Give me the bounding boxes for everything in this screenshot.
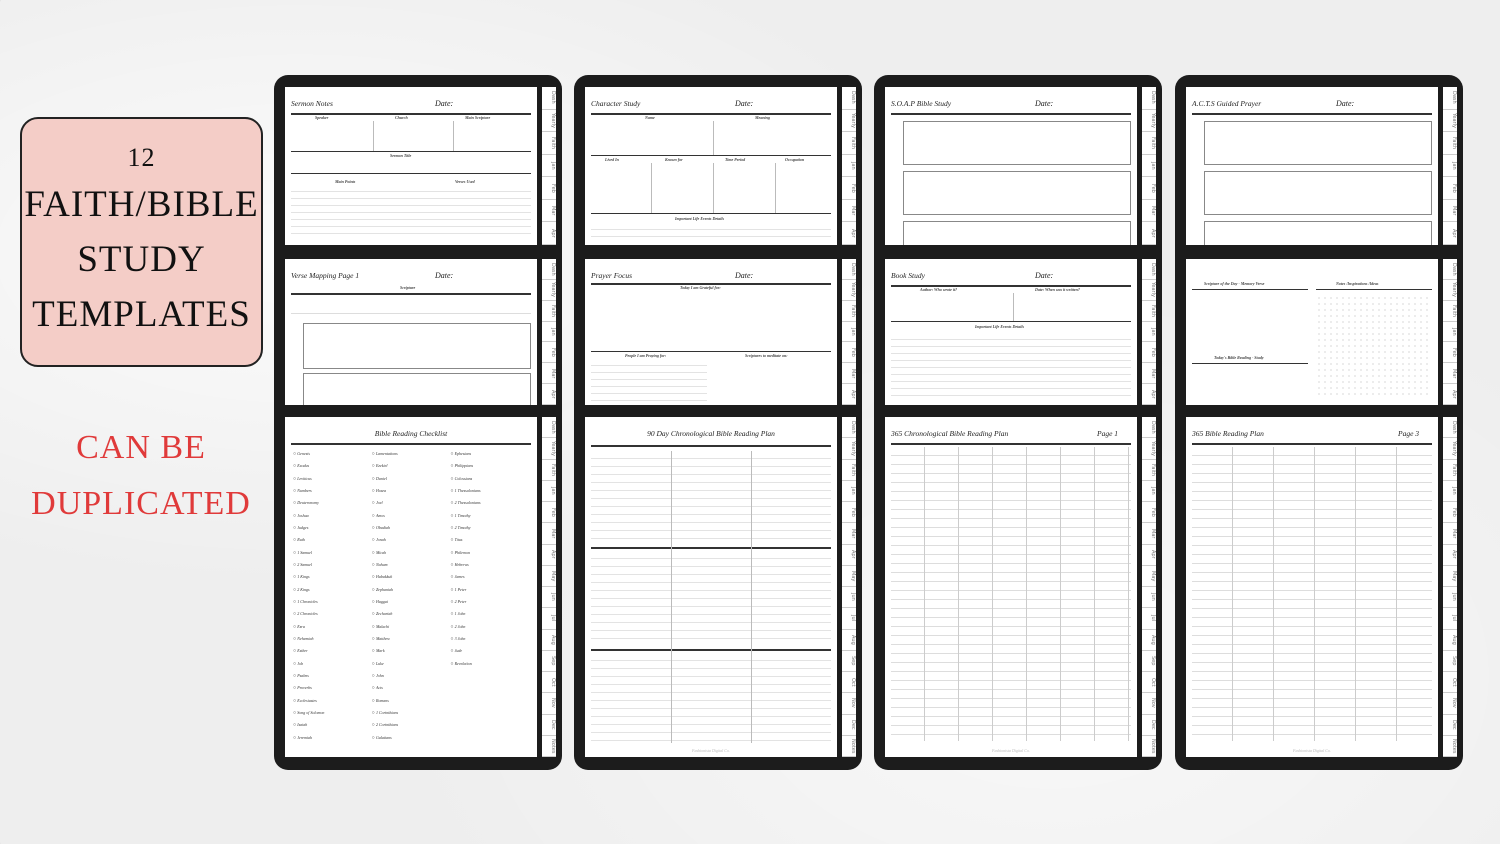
checklist-item[interactable]: ○ Micah — [372, 550, 451, 562]
tab[interactable]: Apr — [1142, 545, 1156, 566]
checklist-item[interactable]: ○ 2 Chronicles — [293, 611, 372, 623]
tab[interactable]: Feb — [1443, 342, 1457, 363]
col-label: Speaker — [315, 115, 329, 120]
checklist-item[interactable]: ○ Ruth — [293, 537, 372, 549]
tab[interactable]: Faith — [1443, 301, 1457, 322]
tab[interactable]: Yearly — [1443, 438, 1457, 459]
checklist-item[interactable]: ○ James — [450, 574, 529, 586]
tab[interactable]: Dash — [1443, 259, 1457, 280]
tab[interactable]: Dash — [1443, 417, 1457, 438]
scripture-label: Scripture — [400, 285, 416, 290]
checklist-item[interactable]: ○ Isaiah — [293, 722, 372, 734]
tab[interactable]: Dash — [542, 417, 556, 438]
tab[interactable]: Faith — [1443, 460, 1457, 481]
tab[interactable]: Mar — [542, 363, 556, 384]
month-tabs[interactable] — [1142, 87, 1156, 245]
tab[interactable]: Mar — [1142, 523, 1156, 544]
checklist-item[interactable]: ○ Luke — [372, 661, 451, 673]
checklist-item[interactable]: ○ 1 Peter — [450, 587, 529, 599]
month-tabs[interactable] — [842, 87, 856, 245]
tab[interactable]: May — [1142, 566, 1156, 587]
tab[interactable]: Jul — [542, 608, 556, 629]
tab[interactable]: Apr — [842, 545, 856, 566]
tab[interactable]: Feb — [542, 342, 556, 363]
checklist-item[interactable]: ○ Exodus — [293, 463, 372, 475]
date-label: Date: — [735, 271, 754, 280]
tab[interactable]: Dash — [842, 259, 856, 280]
tablet-3 — [874, 75, 1162, 770]
checklist-item[interactable]: ○ Nahum — [372, 562, 451, 574]
page-title: Bible Reading Checklist — [374, 429, 448, 438]
book-checklist[interactable] — [293, 451, 529, 747]
prayer-focus-page[interactable] — [585, 259, 837, 405]
col-label: Known for — [665, 157, 683, 162]
tab[interactable]: Apr — [1443, 384, 1457, 405]
memory-verse-label: Scripture of the Day - Memory Verse — [1204, 281, 1265, 286]
checklist-item[interactable]: ○ Song of Solomon — [293, 710, 372, 722]
memory-verse-page[interactable] — [1186, 259, 1438, 405]
checklist-item[interactable]: ○ Philippians — [450, 463, 529, 475]
tab[interactable]: Feb — [542, 177, 556, 200]
checklist-item[interactable]: ○ Zephaniah — [372, 587, 451, 599]
tab[interactable]: Faith — [1443, 132, 1457, 155]
page-title: 365 Chronological Bible Reading Plan — [891, 429, 1009, 438]
tab[interactable]: Feb — [842, 502, 856, 523]
tab[interactable]: Yearly — [1443, 280, 1457, 301]
events-label: Important Life Events Details — [675, 216, 724, 221]
tab[interactable]: Faith — [542, 460, 556, 481]
main-points-label: Main Points — [335, 179, 356, 184]
tab[interactable]: Feb — [1142, 502, 1156, 523]
page-number: Page 3 — [1398, 429, 1420, 438]
tab[interactable]: Jan — [1142, 481, 1156, 502]
date-label: Date: — [1035, 99, 1054, 108]
tab[interactable]: Mar — [1142, 363, 1156, 384]
tab[interactable]: Dash — [542, 259, 556, 280]
checklist-item[interactable]: ○ Ezra — [293, 624, 372, 636]
tab[interactable]: Jun — [1443, 587, 1457, 608]
page-title: Prayer Focus — [591, 271, 633, 280]
checklist-item[interactable]: ○ Genesis — [293, 451, 372, 463]
tab[interactable]: Dec — [1142, 715, 1156, 736]
tab[interactable]: Dash — [842, 417, 856, 438]
checklist-item[interactable]: ○ 1 Timothy — [450, 513, 529, 525]
checklist-item[interactable]: ○ Nehemiah — [293, 636, 372, 648]
tab[interactable]: Feb — [1443, 177, 1457, 200]
tab[interactable]: Mar — [842, 200, 856, 223]
checklist-item[interactable]: ○ Galatians — [372, 735, 451, 747]
tab[interactable]: Notes — [1142, 736, 1156, 757]
tab[interactable]: Dash — [1142, 87, 1156, 110]
tab[interactable]: Jan — [1142, 155, 1156, 178]
checklist-item[interactable]: ○ 1 Chronicles — [293, 599, 372, 611]
checklist-item[interactable]: ○ 1 John — [450, 611, 529, 623]
tab[interactable]: Faith — [1142, 301, 1156, 322]
month-tabs[interactable] — [842, 259, 856, 405]
checklist-item[interactable]: ○ 2 Corinthians — [372, 722, 451, 734]
month-tabs[interactable] — [1443, 417, 1457, 757]
checklist-item[interactable]: ○ Matthew — [372, 636, 451, 648]
tab[interactable]: Jan — [542, 155, 556, 178]
tab[interactable]: Feb — [842, 342, 856, 363]
badge-line-3: TEMPLATES — [32, 293, 251, 335]
tab[interactable]: Sep — [1142, 651, 1156, 672]
tab[interactable]: Sep — [1443, 651, 1457, 672]
tab[interactable]: Yearly — [842, 438, 856, 459]
page-title: Sermon Notes — [291, 99, 333, 108]
page-title: 90 Day Chronological Bible Reading Plan — [647, 429, 775, 438]
tab[interactable]: Jan — [1443, 322, 1457, 343]
brand-footer: Fashionista Digital Co. — [692, 748, 730, 753]
tab[interactable]: Nov — [1443, 693, 1457, 714]
page-title: Book Study — [891, 271, 925, 280]
duplicated-callout — [10, 420, 272, 532]
checklist-item[interactable]: ○ 2 Kings — [293, 587, 372, 599]
tab[interactable]: Aug — [842, 630, 856, 651]
tab[interactable]: Jan — [842, 322, 856, 343]
checklist-item[interactable]: ○ Colossians — [450, 476, 529, 488]
meaning-label: Meaning — [755, 115, 770, 120]
checklist-item[interactable]: ○ Romans — [372, 698, 451, 710]
tab[interactable]: Apr — [1142, 222, 1156, 245]
checklist-item[interactable]: ○ Deuteronomy — [293, 500, 372, 512]
checklist-item[interactable]: ○ John — [372, 673, 451, 685]
month-tabs[interactable] — [1443, 87, 1457, 245]
acts-prayer-page[interactable] — [1186, 87, 1438, 245]
tab[interactable]: Faith — [542, 301, 556, 322]
month-tabs[interactable] — [1142, 259, 1156, 405]
tab[interactable]: Yearly — [1443, 110, 1457, 133]
tab[interactable]: Jun — [542, 587, 556, 608]
tab[interactable]: Jun — [1142, 587, 1156, 608]
book-study-page[interactable] — [885, 259, 1137, 405]
checklist-item[interactable]: ○ 2 Timothy — [450, 525, 529, 537]
tab[interactable]: May — [1443, 566, 1457, 587]
checklist-item[interactable]: ○ Proverbs — [293, 685, 372, 697]
checklist-item[interactable]: ○ Hebrews — [450, 562, 529, 574]
badge-line-1: FAITH/BIBLE — [24, 183, 259, 225]
author-label: Author: Who wrote it? — [920, 287, 958, 292]
notes-label: Notes /Inspirations /Ideas — [1336, 281, 1379, 286]
month-tabs[interactable] — [1443, 259, 1457, 405]
tab[interactable]: Jul — [1142, 608, 1156, 629]
col-label: Time Period — [725, 157, 746, 162]
date-label: Date: — [1035, 271, 1054, 280]
events-label: Important Life Events Details — [975, 324, 1024, 329]
tablet-1 — [274, 75, 562, 770]
tab[interactable]: Nov — [842, 693, 856, 714]
badge-line-2: STUDY — [77, 238, 206, 280]
sermon-notes-page[interactable] — [285, 87, 537, 245]
checklist-item[interactable]: ○ Jude — [450, 648, 529, 660]
tab[interactable]: Yearly — [1142, 110, 1156, 133]
tab[interactable]: Sep — [542, 651, 556, 672]
month-tabs[interactable] — [542, 87, 556, 245]
tab[interactable]: Nov — [1142, 693, 1156, 714]
tab[interactable]: Jan — [842, 481, 856, 502]
tab[interactable]: Mar — [1443, 363, 1457, 384]
tab[interactable]: Sep — [842, 651, 856, 672]
title-badge — [20, 117, 263, 367]
checklist-item[interactable]: ○ 2 Peter — [450, 599, 529, 611]
tab[interactable]: Dash — [542, 87, 556, 110]
when-label: Date: When was it written? — [1035, 287, 1080, 292]
col-label: Lived In — [605, 157, 619, 162]
checklist-item[interactable]: ○ Jeremiah — [293, 735, 372, 747]
tab[interactable]: Apr — [842, 222, 856, 245]
checklist-item[interactable]: ○ Ezekiel — [372, 463, 451, 475]
tab[interactable]: Mar — [1443, 200, 1457, 223]
checklist-item[interactable]: ○ Mark — [372, 648, 451, 660]
brand-footer: Fashionista Digital Co. — [992, 748, 1030, 753]
col-label: Occupation — [785, 157, 805, 162]
cta-line-1: CAN BE — [76, 429, 206, 466]
soap-study-page[interactable] — [885, 87, 1137, 245]
checklist-item[interactable]: ○ Ecclesiastes — [293, 698, 372, 710]
checklist-item[interactable]: ○ Jonah — [372, 537, 451, 549]
tablet-4 — [1175, 75, 1463, 770]
tab[interactable]: Mar — [1443, 523, 1457, 544]
tab[interactable]: Dash — [1142, 259, 1156, 280]
tab[interactable]: Jul — [842, 608, 856, 629]
verses-label: Verses Used — [455, 179, 475, 184]
tab[interactable]: Mar — [842, 523, 856, 544]
date-label: Date: — [435, 271, 454, 280]
checklist-item[interactable]: ○ 1 Samuel — [293, 550, 372, 562]
month-tabs[interactable] — [1142, 417, 1156, 757]
tab[interactable]: Dash — [1443, 87, 1457, 110]
tab[interactable]: Aug — [1443, 630, 1457, 651]
checklist-item[interactable]: ○ Leviticus — [293, 476, 372, 488]
tab[interactable]: Jan — [542, 322, 556, 343]
checklist-item[interactable]: ○ Ephesians — [450, 451, 529, 463]
tab[interactable]: Apr — [1443, 222, 1457, 245]
tab[interactable]: Mar — [542, 200, 556, 223]
checklist-item[interactable]: ○ Joel — [372, 500, 451, 512]
checklist-item[interactable]: ○ Psalms — [293, 673, 372, 685]
date-label: Date: — [1336, 99, 1355, 108]
tab[interactable]: May — [542, 566, 556, 587]
checklist-item[interactable]: ○ Joshua — [293, 513, 372, 525]
tab[interactable]: Jan — [1142, 322, 1156, 343]
tab[interactable]: Apr — [1443, 545, 1457, 566]
grateful-label: Today I am Grateful for: — [680, 285, 721, 290]
plan-365-chrono-page[interactable] — [885, 417, 1137, 757]
character-study-page[interactable] — [585, 87, 837, 245]
checklist-item[interactable]: ○ 1 Kings — [293, 574, 372, 586]
month-tabs[interactable] — [842, 417, 856, 757]
tab[interactable]: Notes — [542, 736, 556, 757]
tab[interactable]: Faith — [842, 460, 856, 481]
page-title: A.C.T.S Guided Prayer — [1192, 99, 1262, 108]
month-tabs[interactable] — [542, 259, 556, 405]
date-label: Date: — [435, 99, 454, 108]
date-label: Date: — [735, 99, 754, 108]
tab[interactable]: Dec — [842, 715, 856, 736]
tab[interactable]: May — [842, 566, 856, 587]
tab[interactable]: Yearly — [1142, 438, 1156, 459]
col-label: Main Scripture — [465, 115, 491, 120]
checklist-item[interactable]: ○ Numbers — [293, 488, 372, 500]
tab[interactable]: Apr — [842, 384, 856, 405]
tab[interactable]: Mar — [542, 523, 556, 544]
tab[interactable]: Apr — [1142, 384, 1156, 405]
tab[interactable]: Jul — [1443, 608, 1457, 629]
verse-mapping-page[interactable] — [285, 259, 537, 405]
checklist-item[interactable]: ○ 1 Thessalonians — [450, 488, 529, 500]
tab[interactable]: Yearly — [842, 110, 856, 133]
tab[interactable]: Yearly — [542, 110, 556, 133]
checklist-item[interactable]: ○ Revelation — [450, 661, 529, 673]
checklist-item[interactable]: ○ Lamentations — [372, 451, 451, 463]
checklist-item[interactable]: ○ Hosea — [372, 488, 451, 500]
checklist-item[interactable]: ○ Esther — [293, 648, 372, 660]
checklist-item[interactable]: ○ 2 John — [450, 624, 529, 636]
tab[interactable]: Oct — [542, 672, 556, 693]
tab[interactable]: Dec — [542, 715, 556, 736]
tab[interactable]: Yearly — [1142, 280, 1156, 301]
tab[interactable]: Oct — [1443, 672, 1457, 693]
tab[interactable]: Mar — [842, 363, 856, 384]
checklist-item[interactable]: ○ Habakkuk — [372, 574, 451, 586]
meditate-label: Scriptures to meditate on: — [745, 353, 788, 358]
tab[interactable]: Faith — [842, 132, 856, 155]
tab[interactable]: Faith — [542, 132, 556, 155]
brand-footer: Fashionista Digital Co. — [1293, 748, 1331, 753]
page-title: Character Study — [591, 99, 641, 108]
tab[interactable]: Oct — [1142, 672, 1156, 693]
plan-365-page[interactable] — [1186, 417, 1438, 757]
checklist-item[interactable]: ○ Judges — [293, 525, 372, 537]
tab[interactable]: Dash — [1142, 417, 1156, 438]
tab[interactable]: Feb — [842, 177, 856, 200]
bible-checklist-page[interactable] — [285, 417, 537, 757]
tab[interactable]: Notes — [842, 736, 856, 757]
tab[interactable]: Dec — [1443, 715, 1457, 736]
tab[interactable]: Yearly — [842, 280, 856, 301]
page-title: S.O.A.P Bible Study — [891, 99, 952, 108]
tab[interactable]: Apr — [542, 222, 556, 245]
plan-90-day-page[interactable] — [585, 417, 837, 757]
tab[interactable]: Feb — [1443, 502, 1457, 523]
sermon-title-label: Sermon Title — [390, 153, 412, 158]
tab[interactable]: Faith — [842, 301, 856, 322]
tab[interactable]: Dash — [842, 87, 856, 110]
page-title: 365 Bible Reading Plan — [1192, 429, 1264, 438]
name-label: Name — [645, 115, 655, 120]
month-tabs[interactable] — [542, 417, 556, 757]
tab[interactable]: Apr — [542, 545, 556, 566]
checklist-item[interactable]: ○ Titus — [450, 537, 529, 549]
checklist-item[interactable]: ○ Zechariah — [372, 611, 451, 623]
tab[interactable]: Apr — [542, 384, 556, 405]
tab[interactable]: Jun — [842, 587, 856, 608]
tab[interactable]: Jan — [1443, 481, 1457, 502]
checklist-item[interactable]: ○ Obadiah — [372, 525, 451, 537]
tab[interactable]: Oct — [842, 672, 856, 693]
checklist-item[interactable]: ○ Haggai — [372, 599, 451, 611]
tab[interactable]: Feb — [1142, 177, 1156, 200]
tab[interactable]: Yearly — [542, 438, 556, 459]
tab[interactable]: Mar — [1142, 200, 1156, 223]
checklist-item[interactable]: ○ 2 Thessalonians — [450, 500, 529, 512]
page-number: Page 1 — [1097, 429, 1119, 438]
checklist-item[interactable]: ○ 2 Samuel — [293, 562, 372, 574]
tab[interactable]: Faith — [1142, 460, 1156, 481]
tab[interactable]: Jan — [842, 155, 856, 178]
col-label: Church — [395, 115, 408, 120]
tab[interactable]: Faith — [1142, 132, 1156, 155]
tablet-2 — [574, 75, 862, 770]
badge-number: 12 — [127, 142, 156, 172]
tab[interactable]: Feb — [1142, 342, 1156, 363]
tab[interactable]: Aug — [1142, 630, 1156, 651]
tab[interactable]: Jan — [542, 481, 556, 502]
checklist-item[interactable]: ○ Acts — [372, 685, 451, 697]
checklist-item[interactable]: ○ Malachi — [372, 624, 451, 636]
praying-label: People I am Praying for: — [625, 353, 667, 358]
tab[interactable]: Notes — [1443, 736, 1457, 757]
reading-label: Today's Bible Reading - Study — [1214, 355, 1264, 360]
checklist-item[interactable]: ○ Daniel — [372, 476, 451, 488]
tab[interactable]: Yearly — [542, 280, 556, 301]
checklist-item[interactable]: ○ Job — [293, 661, 372, 673]
cta-line-2: DUPLICATED — [31, 485, 251, 522]
tab[interactable]: Feb — [542, 502, 556, 523]
page-title: Verse Mapping Page 1 — [291, 271, 360, 280]
checklist-item[interactable]: ○ 1 Corinthians — [372, 710, 451, 722]
tab[interactable]: Aug — [542, 630, 556, 651]
checklist-item[interactable]: ○ 3 John — [450, 636, 529, 648]
tab[interactable]: Jan — [1443, 155, 1457, 178]
checklist-item[interactable]: ○ Amos — [372, 513, 451, 525]
tab[interactable]: Nov — [542, 693, 556, 714]
checklist-item[interactable]: ○ Philemon — [450, 550, 529, 562]
